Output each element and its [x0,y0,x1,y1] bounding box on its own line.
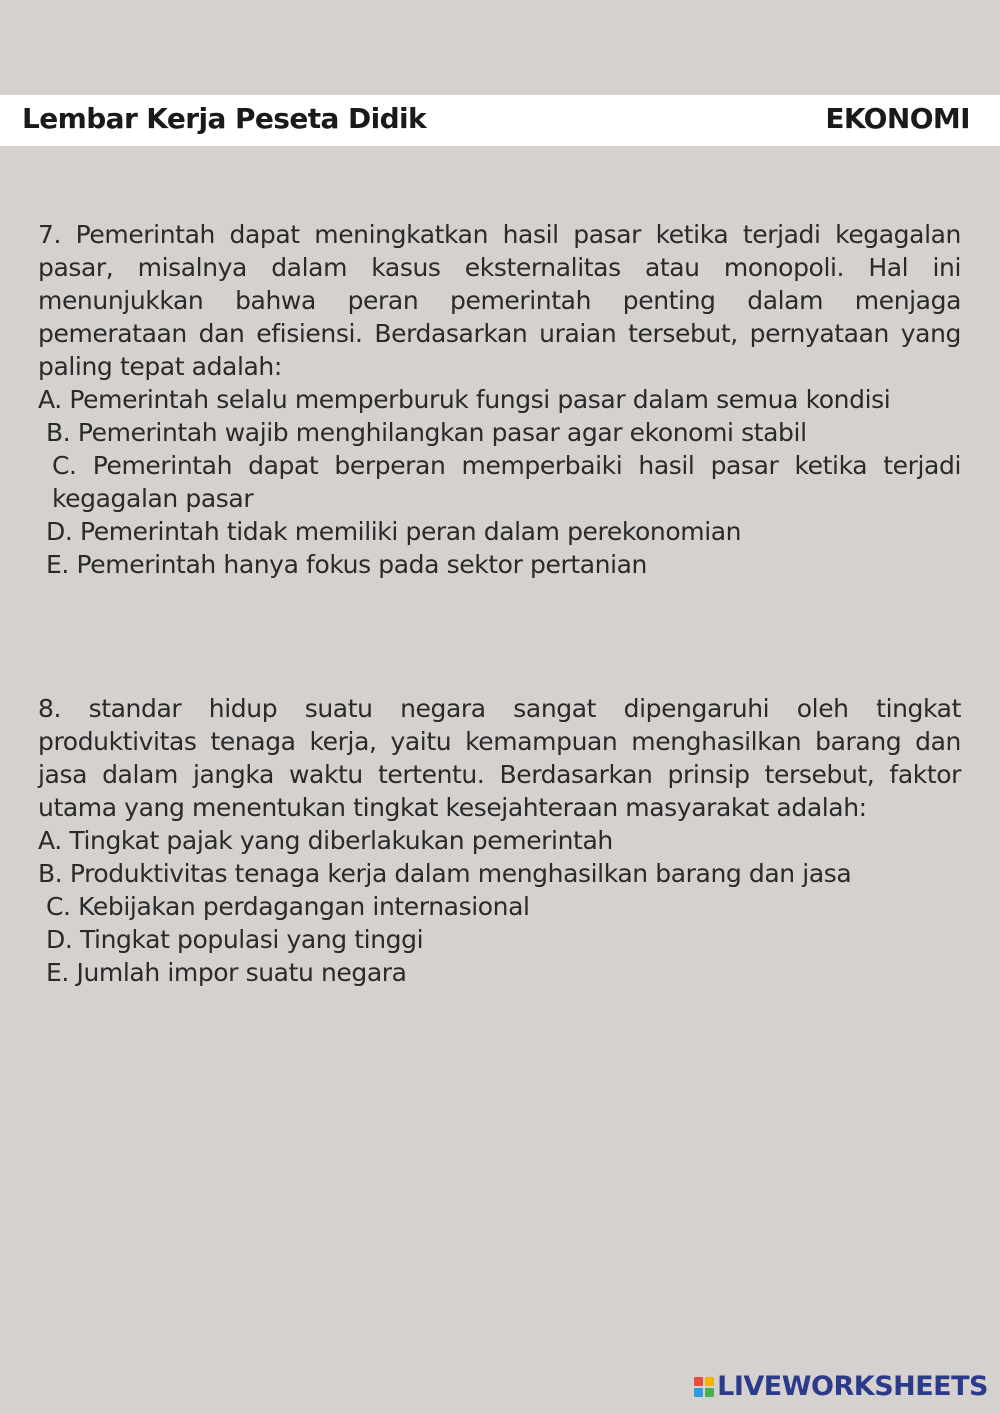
question-8-option-d[interactable]: D. Tingkat populasi yang tinggi [46,925,424,954]
question-7-option-e[interactable]: E. Pemerintah hanya fokus pada sektor pertanian [46,550,648,579]
logo-square-blue [694,1388,703,1397]
liveworksheets-logo-text: LIVEWORKSHEETS [717,1371,988,1402]
question-8 [38,692,961,989]
question-7-option-d[interactable]: D. Pemerintah tidak memiliki peran dalam perekonomian [46,517,742,546]
question-8-option-e[interactable]: E. Jumlah impor suatu negara [46,958,407,987]
logo-square-red [694,1377,703,1386]
liveworksheets-logo [694,1371,988,1402]
question-8-stem: 8. standar hidup suatu negara sangat dipengaruhi oleh tingkat produktivitas tenaga kerja, yaitu kemampuan menghasilkan barang dan jasa dalam jangka waktu tertentu. Berdasarkan prinsip tersebut, faktor utama yang menentukan tingkat kesejahteraan masyarakat adalah: [38,694,961,822]
question-7-stem: 7. Pemerintah dapat meningkatkan hasil pasar ketika terjadi kegagalan pasar, misalnya dalam kasus eksternalitas atau monopoli. Hal ini menunjukkan bahwa peran pemerintah penting dalam menjaga pemerataan dan efisiensi. Berdasarkan uraian tersebut, pernyataan yang paling tepat adalah: [38,220,961,381]
question-7-option-c[interactable]: C. Pemerintah dapat berperan memperbaiki hasil pasar ketika terjadi kegagalan pasar [52,451,961,513]
question-8-option-c[interactable]: C. Kebijakan perdagangan internasional [46,892,530,921]
logo-square-green [705,1388,714,1397]
question-7-option-a[interactable]: A. Pemerintah selalu memperburuk fungsi pasar dalam semua kondisi [38,385,891,414]
liveworksheets-logo-icon [694,1377,714,1397]
subject-label: EKONOMI [825,102,970,135]
worksheet-title: Lembar Kerja Peseta Didik [22,102,427,135]
question-7 [38,218,961,581]
question-8-option-b[interactable]: B. Produktivitas tenaga kerja dalam menghasilkan barang dan jasa [38,859,852,888]
question-7-option-b[interactable]: B. Pemerintah wajib menghilangkan pasar agar ekonomi stabil [46,418,807,447]
logo-square-yellow [705,1377,714,1386]
question-8-option-a[interactable]: A. Tingkat pajak yang diberlakukan pemerintah [38,826,613,855]
